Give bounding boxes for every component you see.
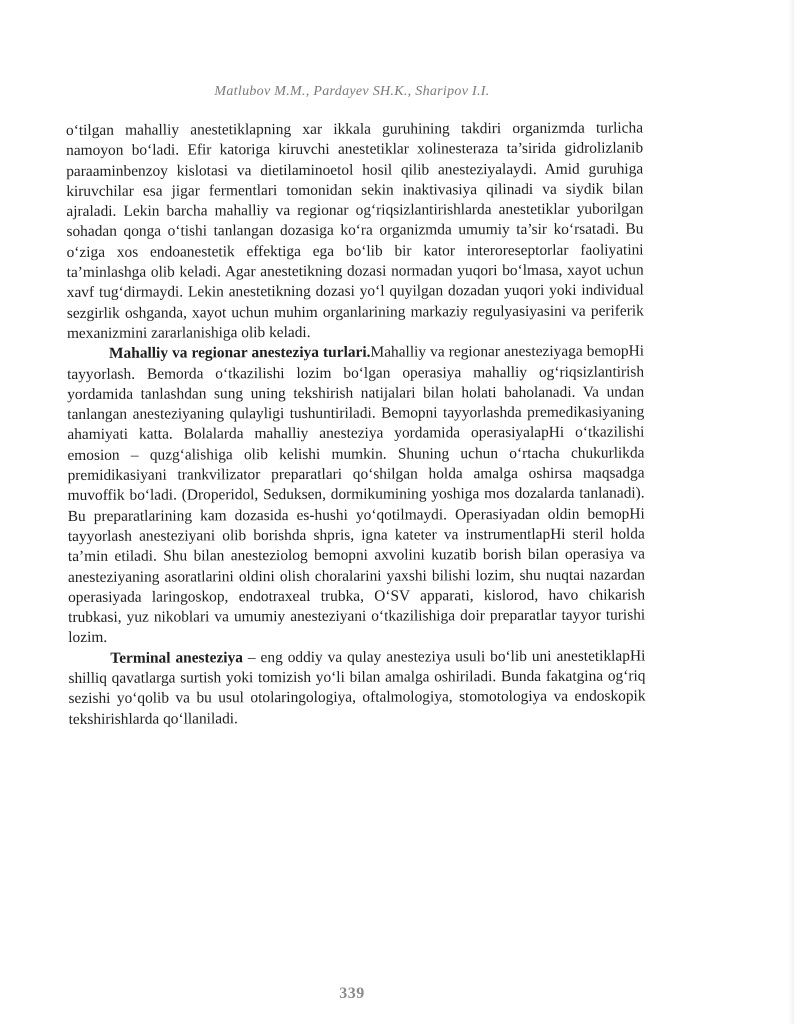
paragraph-regional-anesthesia-body: Mahalliy va regionar anesteziyaga bemopHi tayyorlash. Bemorda o‘tkazilishi lozim bo‘lgan operasiya mahalliy og‘riqsizlantirish yordamida tanlashdan sung uning tekshirish natijalari bilan holati baholanadi. Va undan tanlangan anesteziyaning qulayligi tushuntiriladi. Bemopni tayyorlashda premedikasiyaning ahamiyati katta. Bolalarda mahalliy anesteziya yordamida operasiyalapHi o‘tkazilishi emosion – quzg‘alishiga olib kelishi mumkin. Shuning uchun o‘rtacha chukurlikda premidikasiyani trankvilizator preparatlari qo‘shilgan holda amalga oshirsa maqsadga muvoffik bo‘ladi. (Droperidol, Seduksen, dormikumining yoshiga mos dozalarda tanlanadi). Bu preparatlarining kam dozasida es-hushi yo‘qotilmaydi. Operasiyadan oldin bemopHi tayyorlash anesteziyani olib borishda shpris, igna kateter va instrumentlapHi steril holda ta’min etiladi. Shu bilan anesteziolog bemopni axvolini kuzatib borish bilan operasiya va anesteziyaning asoratlarini oldini olish choralarini yaxshi bilishi lozim, shu nuqtai nazardan operasiyada laringoskop, endotraxeal trubka, O‘SV apparati, kislorod, havo chikarish trubkasi, yuz nikoblari va umumiy anesteziyani o‘tkazilishiga doir preparatlar tayyor turishi lozim. [67, 342, 646, 647]
page-number: 339 [339, 985, 365, 1002]
paragraph-terminal-anesthesia [68, 646, 645, 730]
body-text [66, 118, 646, 729]
paragraph-intro: o‘tilgan mahalliy anestetiklapning xar ikkala guruhining takdiri organizmda turlicha namoyon bo‘ladi. Efir katoriga kiruvchi anestetiklar xolinesteraza ta’sirida gidrolizlanib paraaminbenzoy kislotasi va dietilaminoetol hosil qilib anesteziyalaydi. Amid guruhiga kiruvchilar esa jigar fermentlari tomonidan sekin inaktivasiya qilinadi va siydik bilan ajraladi. Lekin barcha mahalliy va regionar og‘riqsizlantirishlarda anestetiklar yuborilgan sohadan qonga o‘tishi tanlangan dozasiga ko‘ra organizmda umumiy ta’sir ko‘rsatadi. Bu o‘ziga xos endoanestetik effektiga ega bo‘lib bir kator interoreseptorlar faoliyatini ta’minlashga olib keladi. Agar anestetikning dozasi normadan yuqori bo‘lmasa, xayot uchun xavf tug‘dirmaydi. Lekin anestetikning dozasi yo‘l quyilgan dozadan yuqori yoki individual sezgirlik oshganda, xayot uchun muhim organlarining markaziy regulyasiyasini va periferik mexanizmini zararlanishiga olib keladi. [66, 119, 644, 342]
scan-edge-shadow [788, 0, 794, 1024]
paragraph-regional-anesthesia-types [67, 342, 645, 649]
paragraph-terminal-anesthesia-body: – eng oddiy va qulay anesteziya usuli bo‘lib uni anestetiklapHi shilliq qavatlarga surtish yoki tomizish yo‘li bilan amalga oshiriladi. Bunda fakatgina og‘riq sezishi yo‘qolib va bu usul otolaringologiya, oftalmologiya, stomotologiya va endoskopik tekshirishlarda qo‘llaniladi. [68, 647, 646, 728]
section-heading-terminal-anesthesia: Terminal anesteziya [110, 648, 243, 667]
section-heading-regional-anesthesia: Mahalliy va regionar anesteziya turlari. [108, 343, 371, 363]
running-header: Matlubov M.M., Pardayev SH.K., Sharipov I.I. [214, 84, 490, 99]
